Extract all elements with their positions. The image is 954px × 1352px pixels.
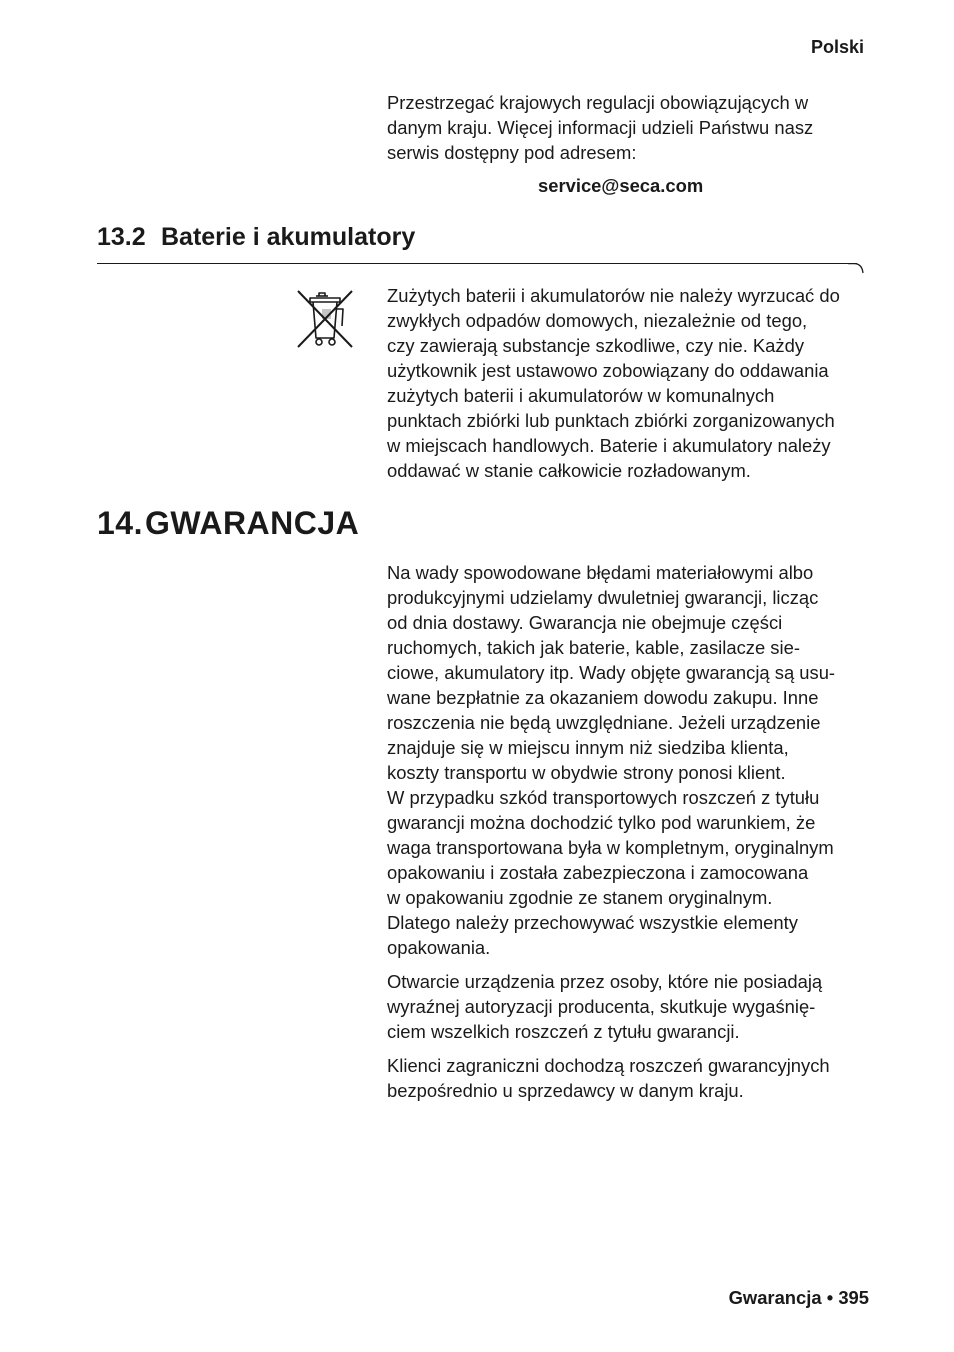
section-13-2-heading [97,223,415,252]
text-line: Otwarcie urządzenia przez osoby, które nie posiadają [387,971,823,992]
batteries-paragraph [387,283,877,483]
text-line: Dlatego należy przechowywać wszystkie elementy [387,912,798,933]
section-divider-curve [848,263,866,277]
text-line: ruchomych, takich jak baterie, kable, zasilacze sie- [387,637,800,658]
footer-section-title: Gwarancja [728,1287,822,1308]
text-line: czy zawierają substancje szkodliwe, czy nie. Każdy [387,335,805,356]
page-number: 395 [838,1287,869,1308]
text-line: wyraźnej autoryzacji producenta, skutkuje wygaśnię- [387,996,816,1017]
text-line: Na wady spowodowane błędami materiałowymi albo [387,562,814,583]
warranty-paragraph-3 [387,1053,877,1103]
text-line: ciowe, akumulatory itp. Wady objęte gwarancją są usu- [387,662,836,683]
text-line: znajduje się w miejscu innym niż siedziba klienta, [387,737,789,758]
text-line: w miejscach handlowych. Baterie i akumulatory należy [387,435,831,456]
text-line: wane bezpłatnie za okazaniem dowodu zakupu. Inne [387,687,819,708]
footer-separator: • [826,1287,834,1308]
chapter-14-heading [97,505,359,542]
service-email-link[interactable]: service@seca.com [538,175,704,196]
text-line: Przestrzegać krajowych regulacji obowiązujących w [387,92,809,113]
section-title: Baterie i akumulatory [161,223,416,251]
text-line: roszczenia nie będą uwzględniane. Jeżeli urządzenie [387,712,821,733]
warranty-paragraph-1 [387,560,877,960]
text-line: gwarancji można dochodzić tylko pod warunkiem, że [387,812,816,833]
text-line: zużytych baterii i akumulatorów w komunalnych [387,385,775,406]
text-line: Klienci zagraniczni dochodzą roszczeń gwarancyjnych [387,1055,830,1076]
text-line: użytkownik jest ustawowo zobowiązany do oddawania [387,360,829,381]
text-line: waga transportowana była w kompletnym, oryginalnym [387,837,834,858]
text-line: W przypadku szkód transportowych roszczeń z tytułu [387,787,820,808]
page-language-label: Polski [810,37,864,57]
intro-paragraph [387,90,877,165]
text-line: koszty transportu w obydwie strony ponosi klient. [387,762,786,783]
section-divider [97,263,857,264]
page-footer [729,1287,869,1309]
text-line: od dnia dostawy. Gwarancja nie obejmuje części [387,612,783,633]
chapter-number: 14. [97,505,143,541]
text-line: danym kraju. Więcej informacji udzieli Państwu nasz [387,117,814,138]
crossed-out-wheelie-bin-icon [296,289,354,351]
text-line: Zużytych baterii i akumulatorów nie należy wyrzucać do [387,285,840,306]
text-line: bezpośrednio u sprzedawcy w danym kraju. [387,1080,744,1101]
text-line: opakowania. [387,937,491,958]
chapter-title: GWARANCJA [145,505,360,541]
text-line: serwis dostępny pod adresem: [387,142,637,163]
text-line: ciem wszelkich roszczeń z tytułu gwarancji. [387,1021,740,1042]
text-line: opakowaniu i została zabezpieczona i zamocowana [387,862,809,883]
text-line: oddawać w stanie całkowicie rozładowanym. [387,460,751,481]
text-line: produkcyjnymi udzielamy dwuletniej gwarancji, licząc [387,587,819,608]
warranty-paragraph-2 [387,969,877,1044]
text-line: zwykłych odpadów domowych, niezależnie od tego, [387,310,808,331]
text-line: w opakowaniu zgodnie ze stanem oryginalnym. [387,887,773,908]
section-number: 13.2 [97,223,146,251]
text-line: punktach zbiórki lub punktach zbiórki zorganizowanych [387,410,835,431]
